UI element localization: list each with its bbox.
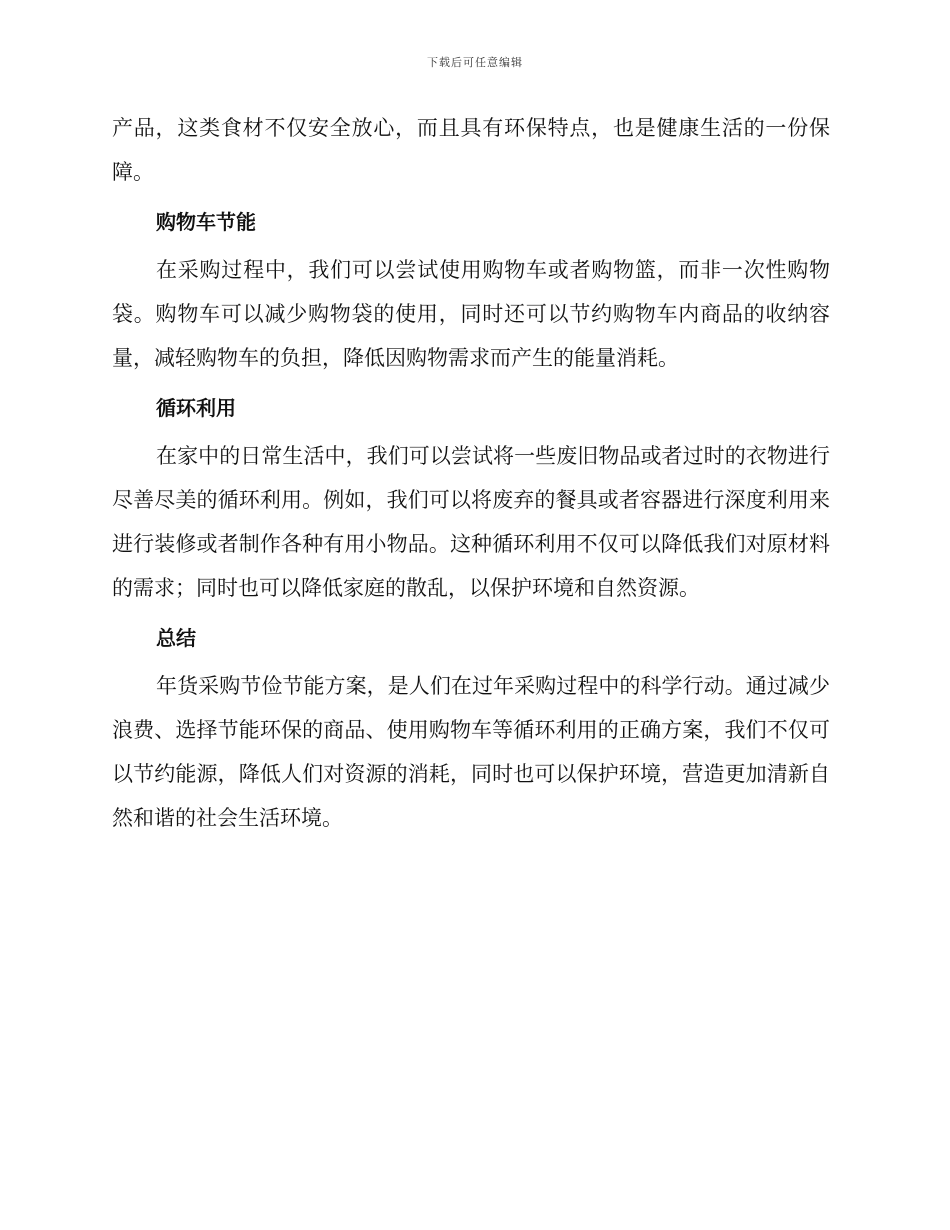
section-paragraph-summary: 年货采购节俭节能方案，是人们在过年采购过程中的科学行动。通过减少浪费、选择节能环保的商品、使用购物车等循环利用的正确方案，我们不仅可以节约能源，降低人们对资源的消耗，同时也可以保护环境，营造更加清新自然和谐的社会生活环境。 <box>112 674 830 830</box>
section-paragraph-recycling: 在家中的日常生活中，我们可以尝试将一些废旧物品或者过时的衣物进行尽善尽美的循环利用。例如，我们可以将废弃的餐具或者容器进行深度利用来进行装修或者制作各种有用小物品。这种循环利用不仅可以降低我们对原材料的需求；同时也可以降低家庭的散乱，以保护环境和自然资源。 <box>112 444 830 600</box>
section-heading-shopping-cart: 购物车节能 <box>156 210 256 234</box>
section-heading-summary: 总结 <box>156 626 196 650</box>
intro-paragraph: 产品，这类食材不仅安全放心，而且具有环保特点，也是健康生活的一份保障。 <box>112 116 830 184</box>
section-paragraph-shopping-cart: 在采购过程中，我们可以尝试使用购物车或者购物篮，而非一次性购物袋。购物车可以减少购物袋的使用，同时还可以节约购物车内商品的收纳容量，减轻购物车的负担，降低因购物需求而产生的能量消耗。 <box>112 258 830 370</box>
section-heading-recycling: 循环利用 <box>156 396 236 420</box>
header-note: 下载后可任意编辑 <box>427 56 523 69</box>
document-body <box>112 106 830 848</box>
